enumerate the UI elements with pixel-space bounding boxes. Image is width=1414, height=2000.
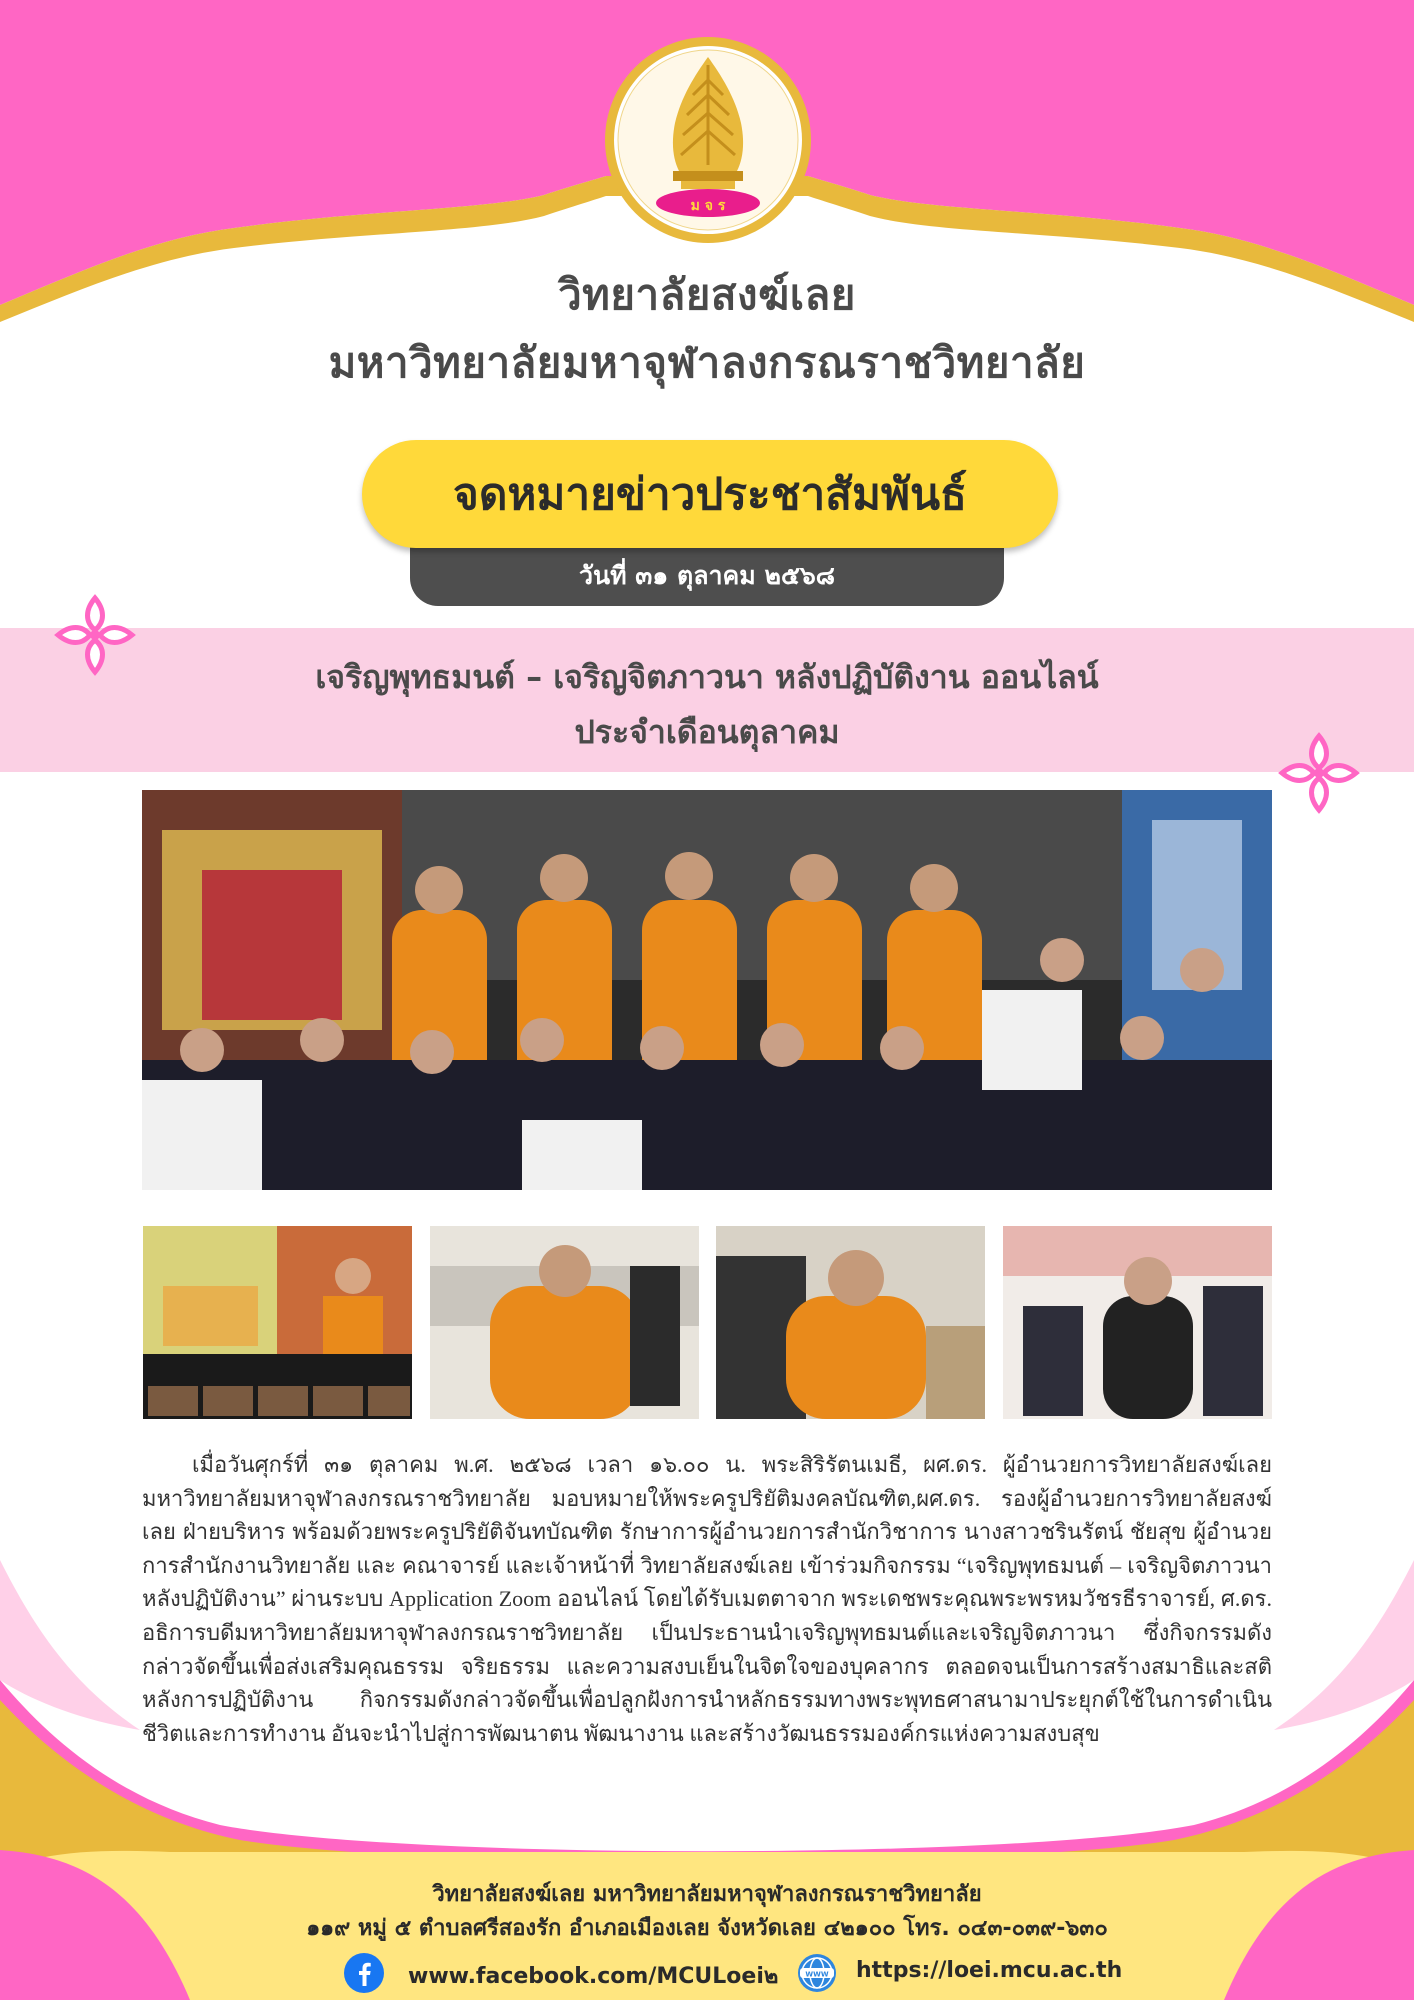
footer-institution: วิทยาลัยสงฆ์เลย มหาวิทยาลัยมหาจุฬาลงกรณราชวิทยาลัย [432, 1882, 982, 1907]
logo-text: ม จ ร [690, 198, 726, 214]
university-name: มหาวิทยาลัยมหาจุฬาลงกรณราชวิทยาลัย [328, 338, 1086, 387]
www-label: WWW [805, 1970, 829, 1979]
globe-www-icon [797, 1953, 837, 1993]
headline-line-1: เจริญพุทธมนต์ – เจริญจิตภาวนา หลังปฏิบัติงาน ออนไลน์ [315, 658, 1099, 696]
monk-meditating-photo [430, 1226, 699, 1419]
flower-ornament-icon [50, 590, 140, 680]
college-logo [603, 35, 813, 245]
newsletter-badge [362, 440, 1058, 548]
headline-line-2: ประจำเดือนตุลาคม [574, 713, 840, 751]
facebook-link[interactable]: www.facebook.com/MCULoei๒ [408, 1964, 779, 1989]
zoom-screenshot-photo [143, 1226, 412, 1419]
news-body-paragraph: เมื่อวันศุกร์ที่ ๓๑ ตุลาคม พ.ศ. ๒๕๖๘ เวลา ๑๖.๐๐ น. พระสิริรัตนเมธี, ผศ.ดร. ผู้อำนวยการวิทยาลัยสงฆ์เลย มหาวิทยาลัยมหาจุฬาลงกรณราชวิทยาลัย มอบหมายให้พระครูปริยัติมงคลบัณฑิต,ผศ.ดร. รองผู้อำนวยการวิทยาลัยสงฆ์เลย ฝ่ายบริหาร พร้อมด้วยพระครูปริยัติจันทบัณฑิต รักษาการผู้อำนวยการสำนักวิชาการ นางสาวชรินรัตน์ ชัยสุข ผู้อำนวยการสำนักงานวิทยาลัย และ คณาจารย์ และเจ้าหน้าที่ วิทยาลัยสงฆ์เลย เข้าร่วมกิจกรรม “เจริญพุทธมนต์ – เจริญจิตภาวนา หลังปฏิบัติงาน” ผ่านระบบ Application Zoom ออนไลน์ โดยได้รับเมตตาจาก พระเดชพระคุณพระพรหมวัชรธีราจารย์, ศ.ดร. อธิการบดีมหาวิทยาลัยมหาจุฬาลงกรณราชวิทยาลัย เป็นประธานนำเจริญพุทธมนต์และเจริญจิตภาวนา ซึ่งกิจกรรมดังกล่าวจัดขึ้นเพื่อส่งเสริมคุณธรรม จริยธรรม และความสงบเย็นในจิตใจของบุคลากร ตลอดจนเป็นการสร้างสมาธิและสติหลังการปฏิบัติงาน กิจกรรมดังกล่าวจัดขึ้นเพื่อปลูกฝังการนำหลักธรรมทางพระพุทธศาสนามาประยุกต์ใช้ในการดำเนินชีวิตและการทำงาน อันจะนำไปสู่การพัฒนาตน พัฒนางาน และสร้างวัฒนธรรมองค์กรแห่งความสงบสุข [142, 1452, 1272, 1746]
flower-ornament-icon [1274, 728, 1364, 818]
college-name: วิทยาลัยสงฆ์เลย [558, 270, 856, 319]
staff-praying-photo [1003, 1226, 1272, 1419]
monk-praying-photo [716, 1226, 985, 1419]
badge-text: จดหมายข่าวประชาสัมพันธ์ [453, 469, 967, 520]
newsletter-date [410, 546, 1004, 606]
date-text: วันที่ ๓๑ ตุลาคม ๒๕๖๘ [578, 561, 836, 590]
footer-address: ๑๑๙ หมู่ ๕ ตำบลศรีสองรัก อำเภอเมืองเลย จังหวัดเลย ๔๒๑๐๐ โทร. ๐๔๓-๐๓๙-๖๓๐ [306, 1916, 1108, 1941]
facebook-icon [344, 1953, 384, 1993]
main-group-photo [142, 790, 1272, 1190]
website-link[interactable]: https://loei.mcu.ac.th [856, 1958, 1123, 1983]
